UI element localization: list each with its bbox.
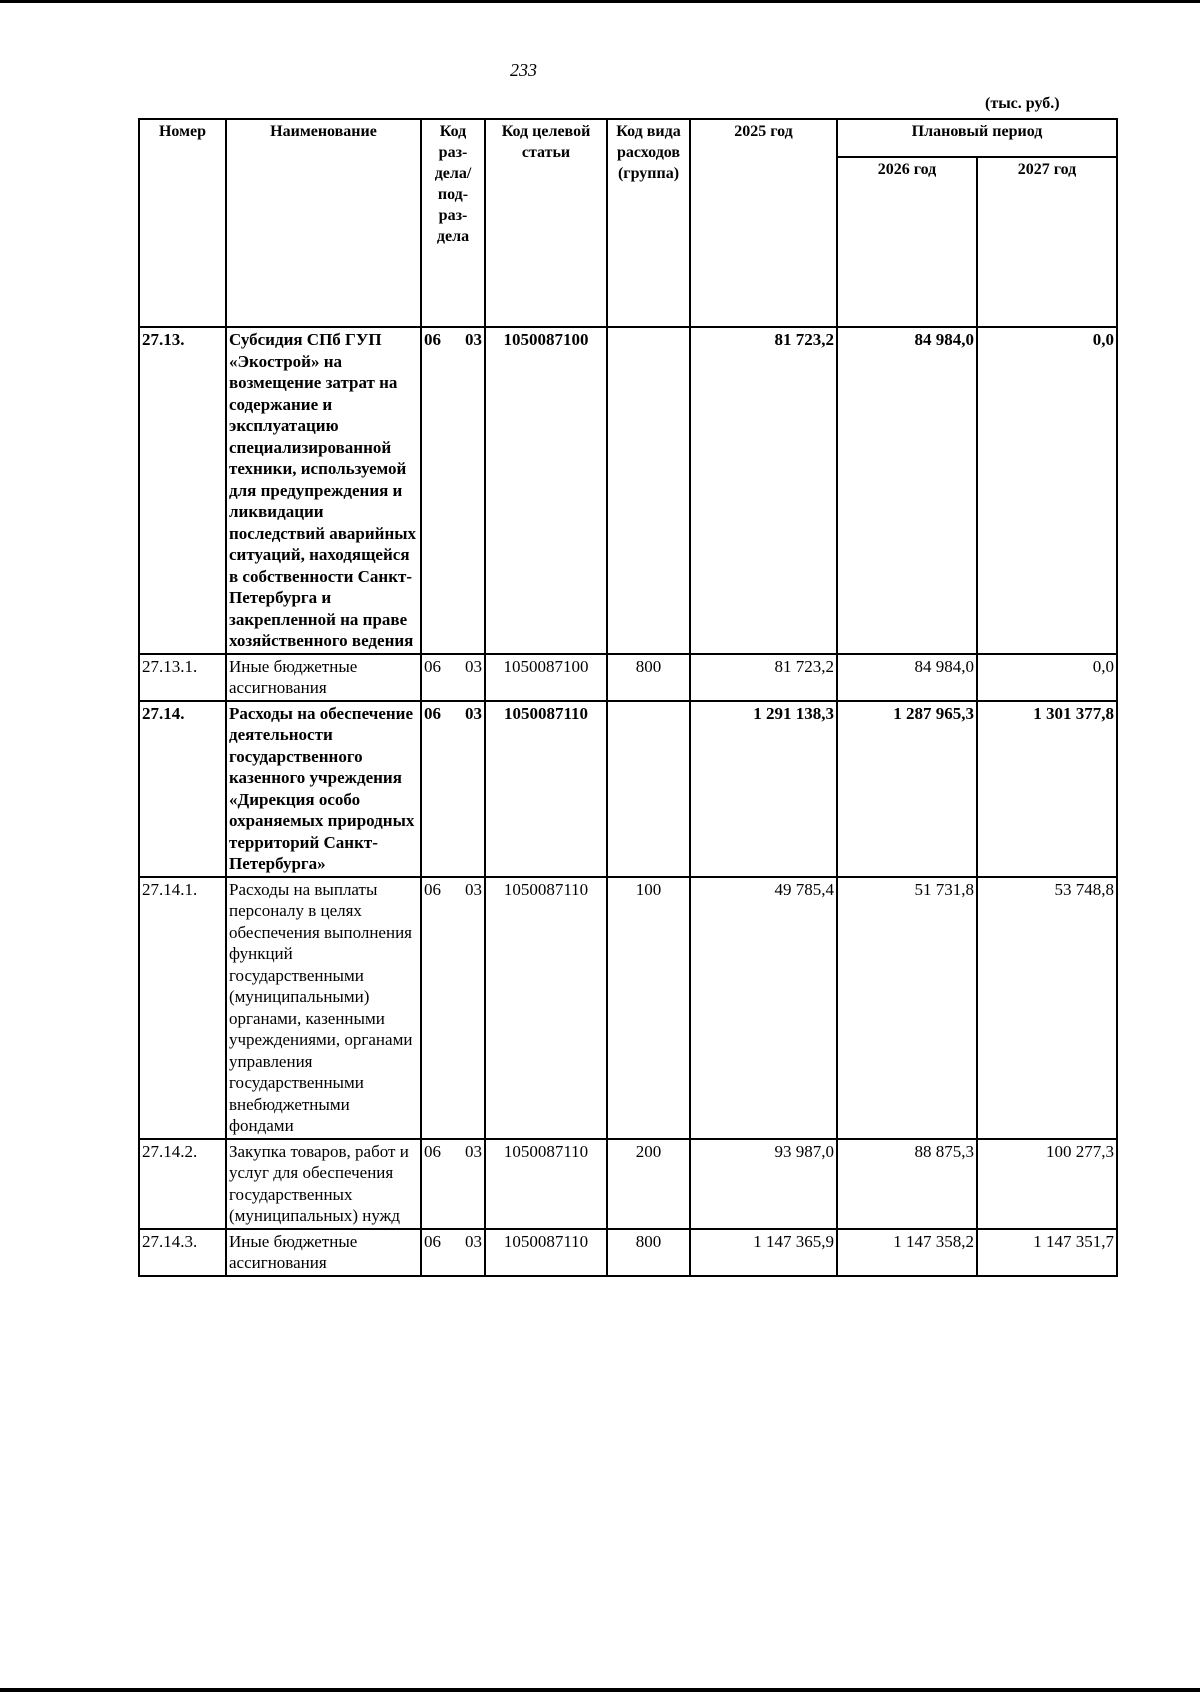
row-2027-value: 1 301 377,8: [977, 701, 1117, 877]
row-number: 27.14.: [139, 701, 226, 877]
page-number: 233: [510, 60, 537, 80]
row-section-code: [421, 654, 485, 701]
row-2026-value: 84 984,0: [837, 327, 977, 654]
row-2025-value: 1 147 365,9: [690, 1229, 837, 1276]
header-number: Номер: [139, 119, 226, 327]
row-target-code: 1050087110: [485, 877, 607, 1139]
row-2027-value: 0,0: [977, 327, 1117, 654]
section-code: 06: [424, 1231, 441, 1251]
row-expense-type: 800: [607, 1229, 690, 1276]
row-section-code: [421, 327, 485, 654]
header-2025: 2025 год: [690, 119, 837, 327]
row-name: Расходы на выплаты персоналу в целях обеспечения выполнения функций государственными (муниципальными) органами, казенными учреждениями, органами управления государственными внебюджетными фондами: [226, 877, 421, 1139]
row-target-code: 1050087110: [485, 1139, 607, 1229]
subsection-code: 03: [465, 703, 482, 723]
row-expense-type: 800: [607, 654, 690, 701]
table-body: [139, 327, 1117, 1276]
row-number: 27.14.3.: [139, 1229, 226, 1276]
header-expense-type: Код вида расходов (группа): [607, 119, 690, 327]
row-section-code: [421, 1139, 485, 1229]
units-label: (тыс. руб.): [985, 95, 1060, 112]
row-2026-value: 1 287 965,3: [837, 701, 977, 877]
row-name: Иные бюджетные ассигнования: [226, 1229, 421, 1276]
subsection-code: 03: [465, 330, 482, 349]
section-code: 06: [424, 656, 441, 676]
section-code: 06: [424, 879, 441, 899]
row-number: 27.13.1.: [139, 654, 226, 701]
row-number: 27.13.: [139, 327, 226, 654]
subsection-code: 03: [465, 1141, 482, 1161]
row-2025-value: 49 785,4: [690, 877, 837, 1139]
table-header: [139, 119, 1117, 327]
table-row: [139, 1139, 1117, 1229]
table-row: [139, 701, 1117, 877]
row-expense-type: 200: [607, 1139, 690, 1229]
section-code: 06: [424, 703, 441, 723]
header-name: Наименование: [226, 119, 421, 327]
row-number: 27.14.2.: [139, 1139, 226, 1229]
row-2026-value: 88 875,3: [837, 1139, 977, 1229]
row-2027-value: 0,0: [977, 654, 1117, 701]
row-section-code: [421, 701, 485, 877]
row-2025-value: 93 987,0: [690, 1139, 837, 1229]
header-2026: 2026 год: [837, 157, 977, 327]
row-2027-value: 53 748,8: [977, 877, 1117, 1139]
row-section-code: [421, 1229, 485, 1276]
row-section-code: [421, 877, 485, 1139]
section-code: 06: [424, 1141, 441, 1161]
header-section-code: Код раз-дела/ под-раз-дела: [421, 119, 485, 327]
row-2027-value: 1 147 351,7: [977, 1229, 1117, 1276]
table-row: [139, 1229, 1117, 1276]
row-2027-value: 100 277,3: [977, 1139, 1117, 1229]
row-expense-type: [607, 327, 690, 654]
row-2025-value: 1 291 138,3: [690, 701, 837, 877]
subsection-code: 03: [465, 879, 482, 899]
row-expense-type: 100: [607, 877, 690, 1139]
header-target-code: Код целевой статьи: [485, 119, 607, 327]
row-number: 27.14.1.: [139, 877, 226, 1139]
scan-edge-top: [0, 0, 1200, 3]
row-2025-value: 81 723,2: [690, 654, 837, 701]
section-code: 06: [424, 330, 441, 349]
row-target-code: 1050087100: [485, 327, 607, 654]
row-2025-value: 81 723,2: [690, 327, 837, 654]
row-target-code: 1050087110: [485, 701, 607, 877]
row-2026-value: 84 984,0: [837, 654, 977, 701]
row-2026-value: 51 731,8: [837, 877, 977, 1139]
row-name: Закупка товаров, работ и услуг для обеспечения государственных (муниципальных) нужд: [226, 1139, 421, 1229]
row-name: Расходы на обеспечение деятельности государственного казенного учреждения «Дирекция особо охраняемых природных территорий Санкт-Петербурга»: [226, 701, 421, 877]
row-2026-value: 1 147 358,2: [837, 1229, 977, 1276]
row-target-code: 1050087110: [485, 1229, 607, 1276]
row-target-code: 1050087100: [485, 654, 607, 701]
table-row: [139, 877, 1117, 1139]
row-expense-type: [607, 701, 690, 877]
header-planning-period: Плановый период: [837, 119, 1117, 157]
budget-table: [138, 118, 1118, 1277]
table-row: [139, 327, 1117, 654]
subsection-code: 03: [465, 1231, 482, 1251]
table-row: [139, 654, 1117, 701]
subsection-code: 03: [465, 656, 482, 676]
scan-edge-bottom: [0, 1688, 1200, 1692]
row-name: Субсидия СПб ГУП «Экострой» на возмещение затрат на содержание и эксплуатацию специализированной техники, используемой для предупреждения и ликвидации последствий аварийных ситуаций, находящейся в собственности Санкт-Петербурга и закрепленной на праве хозяйственного ведения: [226, 327, 421, 654]
header-2027: 2027 год: [977, 157, 1117, 327]
row-name: Иные бюджетные ассигнования: [226, 654, 421, 701]
